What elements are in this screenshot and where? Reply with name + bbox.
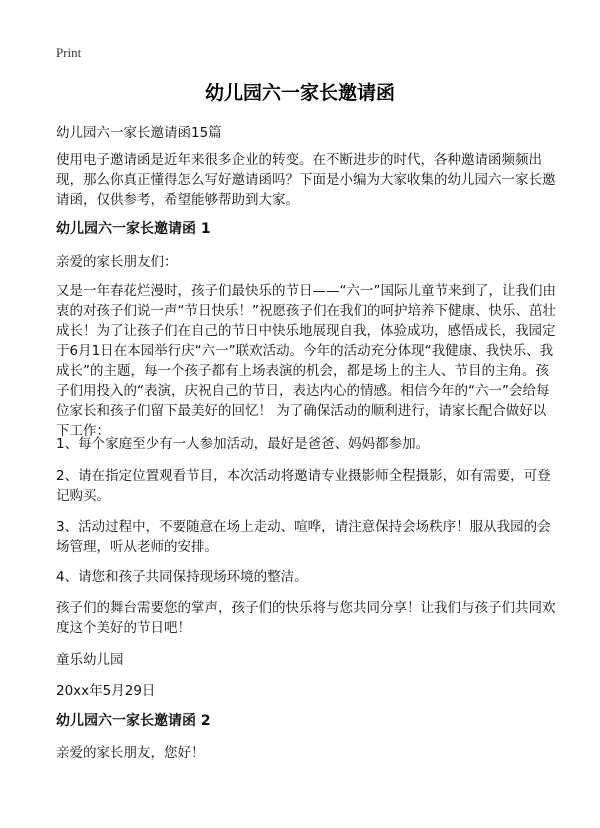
intro-paragraph: 使用电子邀请函是近年来很多企业的转变。在不断进步的时代，各种邀请函频频出现，那么你真正懂得怎么写好邀请函吗？下面是小编为大家收集的幼儿园六一家长邀请函，仅供参考，希望能够帮助到大家。	[56, 152, 556, 208]
list-item: 1、每个家庭至少有一人参加活动，最好是爸爸、妈妈都参加。	[56, 436, 430, 452]
section-1-heading: 幼儿园六一家长邀请函 1	[56, 221, 211, 237]
list-item: 2、请在指定位置观看节目，本次活动将邀请专业摄影师全程摄影，如有需要，可登记购买。	[56, 468, 551, 504]
list-item: 4、请您和孩子共同保持现场环境的整洁。	[56, 569, 308, 585]
closing-paragraph: 孩子们的舞台需要您的掌声，孩子们的快乐将与您共同分享！让我们与孩子们共同欢度这个美好的节日吧！	[56, 600, 556, 636]
list-item: 3、活动过程中，不要随意在场上走动、喧哗，请注意保持会场秩序！服从我园的会场管理，听从老师的安排。	[56, 519, 551, 555]
document-subtitle: 幼儿园六一家长邀请函15篇	[56, 125, 222, 141]
section-2-heading: 幼儿园六一家长邀请函 2	[56, 713, 211, 729]
print-label[interactable]: Print	[56, 45, 82, 60]
section-2-greeting: 亲爱的家长朋友，您好！	[56, 745, 205, 761]
section-1-greeting: 亲爱的家长朋友们：	[56, 254, 178, 270]
section-1-body: 又是一年春花烂漫时，孩子们最快乐的节日——“六一”国际儿童节来到了，让我们由衷的对孩子们说一声“节日快乐！”祝愿孩子们在我们的呵护培养下健康、快乐、茁壮成长！为了让孩子们在自己的节日中快乐地展现自我，体验成功，感悟成长，我园定于6月1日在本园举行庆“六一”联欢活动。今年的活动充分体现“我健康、我快乐、我成长”的主题，每一个孩子都有上场表演的机会，都是场上的主人、节目的主角。孩子们用投入的“表演，庆祝自己的节日，表达内心的情感。相信今年的“六一”会给每位家长和孩子们留下最美好的回忆！ 为了确保活动的顺利进行，请家长配合做好以下工作：	[56, 283, 556, 439]
date: 20xx年5月29日	[56, 683, 156, 699]
signature: 童乐幼儿园	[56, 652, 124, 668]
page-title: 幼儿园六一家长邀请函	[204, 82, 395, 104]
